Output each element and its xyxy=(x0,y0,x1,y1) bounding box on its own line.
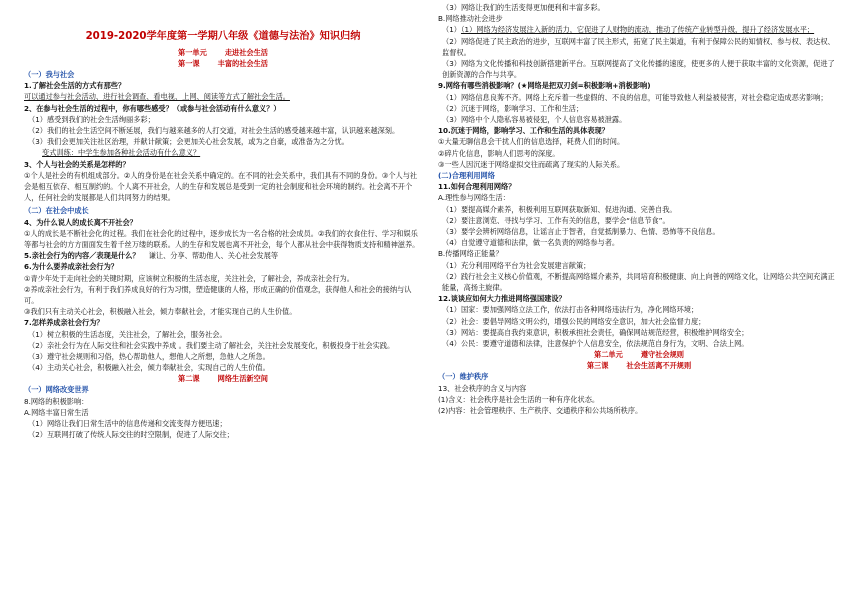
answer-8-item-1: （1）网络让我们日常生活中的信息传递和交流变得方便迅速； xyxy=(28,419,227,429)
answer-8-item-2: （2）互联网打破了传统人际交往的时空限制，促进了人际交往； xyxy=(28,430,234,440)
document-title: 2019-2020学年度第一学期八年级《道德与法治》知识归纳 xyxy=(85,31,361,42)
answer-6-item-2: ②养成亲社会行为，有利于我们养成良好的行为习惯，塑造健康的人格，形成正确的价值观念，获得他人和社会的接纳与认可。 xyxy=(24,284,412,306)
answer-9-item-1: （1）网络信息良莠不齐。网络上充斥着一些虚假的、不良的信息，可能导致他人利益被侵害，对社会稳定造成恶劣影响； xyxy=(442,92,828,102)
answer-12-item-4: （4）公民：要遵守道德和法律，注意保护个人信息安全，依法规范自身行为，文明、合法上网。 xyxy=(442,339,749,349)
lesson-3-heading xyxy=(438,360,840,371)
question-11: 11.如何合理利用网络？ xyxy=(438,182,516,192)
question-12: 12.谈谈应如何大力推进网络强国建设？ xyxy=(438,294,566,304)
answer-6-item-3: ③我们只有主动关心社会，积极融入社会，倾力奉献社会，才能实现自己的人生价值。 xyxy=(24,307,297,317)
question-6: 6.为什么要养成亲社会行为？ xyxy=(24,262,118,272)
variant-exercise: 变式训练：中学生参加各种社会活动有什么意义？ xyxy=(42,148,201,158)
answer-7-item-1: （1）树立积极的生活态度，关注社会，了解社会，服务社会。 xyxy=(28,329,227,339)
answer-1: 可以通过参与社会活动、进行社会调查、看电视、上网、阅读等方式了解社会生活。 xyxy=(24,92,290,102)
point-8-A: A.网络丰富日常生活 xyxy=(24,407,89,417)
question-4: 4、为什么说人的成长离不开社会？ xyxy=(24,217,137,227)
answer-6-item-1: ①青少年处于走向社会的关键时期，应该树立积极的生活态度，关注社会，了解社会，养成亲社会行为。 xyxy=(24,273,354,283)
right-column xyxy=(438,2,840,416)
question-8: 8.网络的积极影响： xyxy=(24,396,89,406)
lesson-2-name: 网络生活新空间 xyxy=(217,374,268,384)
unit-1-heading xyxy=(24,47,422,58)
answer-9-item-2: （2）沉迷于网络，影响学习、工作和生活； xyxy=(442,103,584,113)
left-column xyxy=(24,30,422,441)
unit-2-heading xyxy=(438,349,840,360)
answer-2-item-2: （2）我们的社会生活空间不断延展，我们与越来越多的人打交道，对社会生活的感受越来越丰富，认识越来越深刻。 xyxy=(28,126,400,136)
lesson-2-heading xyxy=(24,373,422,384)
unit-2-label: 第二单元 xyxy=(594,350,623,360)
question-5: 5.亲社会行为的内容／表现是什么？ xyxy=(24,251,140,261)
answer-7-item-2: （2）亲社会行为在人际交往和社会实践中养成 。我们要主动了解社会，关注社会发展变化，积极投身于社会实践。 xyxy=(28,340,395,350)
lesson-1-name: 丰富的社会生活 xyxy=(217,59,268,68)
answer-4: ①人的成长是不断社会化的过程。我们在社会化的过程中，逐步成长为一名合格的社会成员。②我们的衣食住行、学习和娱乐等都与社会的方方面面发生着千丝万缕的联系。人的生存和发展也离不开社会，每个人都从社会中获得物质支持和精神滋养。 xyxy=(24,228,420,250)
section-3-heading: （一）网络改变世界 xyxy=(24,385,89,395)
answer-11-A-item-1: （1）要提高媒介素养，积极利用互联网获取新知、促进沟通、完善自我。 xyxy=(442,204,677,214)
lesson-1-label: 第一课 xyxy=(178,59,200,68)
question-1: 1.了解社会生活的方式有那些？ xyxy=(24,81,126,91)
answer-11-A-item-4: （4）自觉遵守道德和法律，做一名负责的网络参与者。 xyxy=(442,238,620,248)
point-11-A: A.理性参与网络生活： xyxy=(438,193,510,203)
question-3: 3、个人与社会的关系是怎样的？ xyxy=(24,159,130,169)
answer-12-item-2: （2）社会：要倡导网络文明公约，增强公民的网络安全意识，加大社会监督力度； xyxy=(442,316,706,326)
point-8-B-item-3: （3）网络为文化传播和科技创新搭建新平台。互联网提高了文化传播的速度，使更多的人便于获取丰富的文化资源，促进了创新资源的合作与共享。 xyxy=(442,59,835,80)
section-5-heading: （一）维护秩序 xyxy=(438,372,489,382)
answer-10-item-3: ③一些人因沉迷于网络虚拟交往而疏离了现实的人际关系。 xyxy=(438,159,625,169)
answer-12-item-1: （1）国家：要加强网络立法工作，依法打击各种网络违法行为，净化网络环境； xyxy=(442,305,699,315)
answer-11-B-item-2: （2）践行社会主义核心价值观，不断提高网络媒介素养，共同培育积极健康、向上向善的网络文化，让网络公共空间充满正能量，高扬主旋律。 xyxy=(442,271,835,293)
question-7: 7.怎样养成亲社会行为？ xyxy=(24,318,104,328)
question-2: 2、在参与社会生活的过程中，你有哪些感受？（或参与社会活动有什么意义？） xyxy=(24,103,281,113)
answer-12-item-3: （3）网站：要提高自我约束意识，积极承担社会责任，确保网站规范经营，积极维护网络安全； xyxy=(442,327,749,337)
answer-5: 谦让、分享、帮助他人、关心社会发展等 xyxy=(148,251,279,261)
answer-3: ①个人是社会的有机组成部分。②人的身份是在社会关系中确定的。在不同的社会关系中，我们具有不同的身份。③个人与社会是相互依存、相互制约的。个人离不开社会，人的生存和发展总是受到一定的社会制度和社会环境的制约。社会离不开个人，任何社会的发展都是人们共同努力的结果。 xyxy=(24,170,418,203)
point-8-B-item-1-text: （1）网络为经济发展注入新的活力，它促进了人财物的流动，推动了传统产业转型升级，提升了经济发展水平； xyxy=(460,25,815,35)
answer-13-item-1: (1)含义：社会秩序是社会生活的一种有序化状态。 xyxy=(438,394,600,404)
question-5-row xyxy=(24,250,422,261)
lesson-3-name: 社会生活离不开规则 xyxy=(626,361,692,371)
unit-2-name: 遵守社会规则 xyxy=(640,350,684,360)
question-10: 10.沉迷于网络，影响学习、工作和生活的具体表现？ xyxy=(438,126,609,136)
answer-7-item-4: （4）主动关心社会，积极融入社会，倾力奉献社会，实现自己的人生价值。 xyxy=(28,363,270,373)
answer-11-A-item-2: （2）要注意浏览、寻找与学习、工作有关的信息，要学会“信息节食”。 xyxy=(442,215,670,225)
answer-13-item-2: (2)内容：社会管理秩序、生产秩序、交通秩序和公共场所秩序。 xyxy=(438,405,643,415)
unit-1-name: 走进社会生活 xyxy=(224,48,268,57)
lesson-3-label: 第三课 xyxy=(586,361,609,371)
section-2-heading: （二）在社会中成长 xyxy=(24,206,89,216)
lesson-2-label: 第二课 xyxy=(178,374,200,384)
answer-10-item-1: ①大量无聊信息会干扰人们的信息选择，耗费人们的时间。 xyxy=(438,137,625,147)
question-9: 9.网络有哪些消极影响？(★网络是把双刃剑=积极影响+消极影响) xyxy=(438,81,651,91)
answer-7-item-3: （3）遵守社会规则和习俗，热心帮助他人，想他人之所想，急他人之所急。 xyxy=(28,352,270,362)
question-13: 13、社会秩序的含义与内容 xyxy=(438,383,527,393)
answer-2-item-3: （3）我们会更加关注社区治理，并献计献策；会更加关心社会发展，或为之自豪，或准备为之分忧。 xyxy=(28,137,349,147)
point-8-B-item-1: （1）（1）网络为经济发展注入新的活力，它促进了人财物的流动，推动了传统产业转型升级，提升了经济发展水平； xyxy=(442,25,815,35)
lesson-1-heading xyxy=(24,58,422,69)
answer-10-item-2: ②碎片化信息，影响人们思考的深度。 xyxy=(438,148,560,158)
section-4-heading: (二)合理利用网络 xyxy=(438,171,495,181)
answer-11-A-item-3: （3）要学会辨析网络信息，让谣言止于智者，自觉抵制暴力、色情、恐怖等不良信息。 xyxy=(442,227,720,237)
point-8-B-item-2: （2）网络促进了民主政治的进步，互联网丰富了民主形式，拓宽了民主渠道，有利于保障公民的知情权、参与权、表达权、监督权。 xyxy=(442,36,835,57)
point-8-B: B.网络推动社会进步 xyxy=(438,14,503,24)
answer-9-item-3: （3）网络中个人隐私容易被侵犯，个人信息容易被泄露。 xyxy=(442,115,627,125)
answer-11-B-item-1: （1）充分利用网络平台为社会发展建言献策； xyxy=(442,260,591,270)
section-1-heading: （一）我与社会 xyxy=(24,70,75,79)
point-11-B: B.传播网络正能量？ xyxy=(438,249,503,259)
answer-2-item-1: （1）感受到我们的社会生活绚丽多彩； xyxy=(28,114,155,124)
unit-1-label: 第一单元 xyxy=(178,48,207,57)
answer-8-item-3: （3）网络让我们的生活变得更加便利和丰富多彩。 xyxy=(442,3,605,12)
